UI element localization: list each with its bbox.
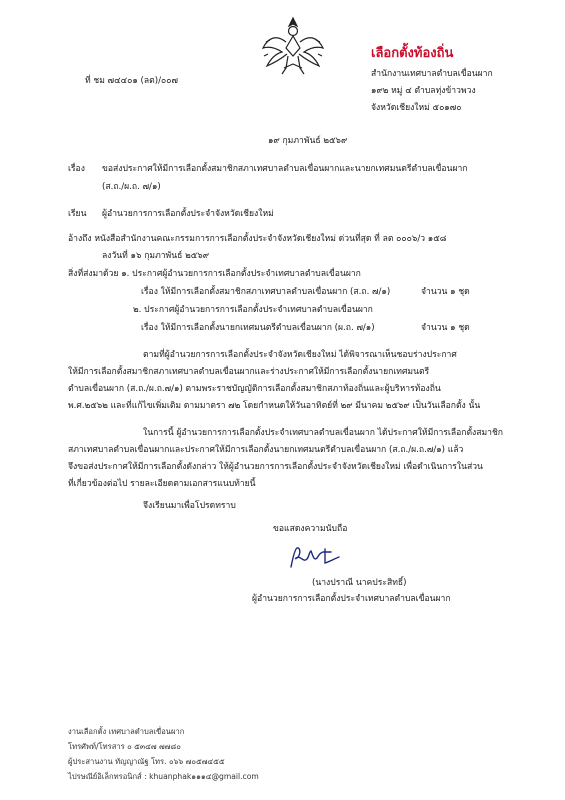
signatory-name: (นางปราณี นาคประสิทธิ์) (312, 578, 407, 588)
courtesy-closing: ขอแสดงความนับถือ (273, 524, 348, 534)
enclosure-item1-line2: เรื่อง ให้มีการเลือกตั้งสมาชิกสภาเทศบาลตำบลเขื่อนผาก (ส.ถ. ๗/๑) (141, 287, 391, 297)
enclosure-item2-line1: ๒. ประกาศผู้อำนวยการการเลือกตั้งประจำเทศบาลตำบลเขื่อนผาก (133, 305, 373, 315)
paragraph2-line: สภาเทศบาลตำบลเขื่อนผากและประกาศให้มีการเลือกตั้งนายกเทศมนตรีตำบลเขื่อนผาก (ส.ถ./ผ.ถ.๗/๑) แล้ว (68, 445, 464, 455)
paragraph2-line: ที่เกี่ยวข้องต่อไป รายละเอียดตามเอกสารแนบท้ายนี้ (68, 479, 256, 489)
footer-email: ไปรษณีย์อิเล็กทรอนิกส์ : khuanphak๑๑๑๔@gmail.com (68, 772, 259, 781)
footer-coordinator: ผู้ประสานงาน ทัญญาณัฐ โทร. ๐๖๖ ๗๐๕๗๔๕๕ (68, 757, 225, 766)
signatory-position: ผู้อำนวยการการเลือกตั้งประจำเทศบาลตำบลเขื่อนผาก (252, 594, 451, 604)
document-number: ที่ ชม ๗๔๔๐๑ (ลต)/๐๐๗ (85, 76, 178, 86)
addressee-label: เรียน (68, 209, 87, 219)
enclosure-item2-line2: เรื่อง ให้มีการเลือกตั้งนายกเทศมนตรีตำบลเขื่อนผาก (ผ.ถ. ๗/๑) (141, 323, 375, 333)
reference-line2: ลงวันที่ ๑๖ กุมภาพันธ์ ๒๕๖๙ (102, 251, 209, 261)
footer-unit: งานเลือกตั้ง เทศบาลตำบลเขื่อนผาก (68, 727, 185, 736)
enclosure-item2-quantity: จำนวน ๑ ชุด (421, 323, 470, 333)
subject-label: เรื่อง (68, 164, 85, 174)
paragraph1-line: พ.ศ.๒๕๖๒ และที่แก้ไขเพิ่มเติม ตามมาตรา ๗๒ โดยกำหนดให้วันอาทิตย์ที่ ๒๙ มีนาคม ๒๕๖๙ เป็นวันเลือกตั้ง นั้น (68, 401, 481, 411)
enclosure-intro: สิ่งที่ส่งมาด้วย ๑. ประกาศผู้อำนวยการการเลือกตั้งประจำเทศบาลตำบลเขื่อนผาก (68, 269, 361, 279)
subject-line1: ขอส่งประกาศให้มีการเลือกตั้งสมาชิกสภาเทศบาลตำบลเขื่อนผากและนายกเทศมนตรีตำบลเขื่อนผาก (102, 164, 468, 174)
enclosure-item1-quantity: จำนวน ๑ ชุด (421, 287, 470, 297)
addressee-text: ผู้อำนวยการการเลือกตั้งประจำจังหวัดเชียงใหม่ (102, 209, 274, 219)
paragraph1-line: ตามที่ผู้อำนวยการการเลือกตั้งประจำจังหวัดเชียงใหม่ ได้พิจารณาเห็นชอบร่างประกาศ (143, 350, 457, 360)
campaign-text: เลือกตั้งท้องถิ่น (371, 46, 454, 61)
paragraph2-line: ในการนี้ ผู้อำนวยการการเลือกตั้งประจำเทศบาลตำบลเขื่อนผาก ได้ประกาศให้มีการเลือกตั้งสมาชิก (143, 428, 503, 438)
closing-request: จึงเรียนมาเพื่อโปรดทราบ (143, 501, 236, 511)
garuda-emblem (258, 12, 328, 82)
handwritten-signature (287, 543, 341, 573)
reference-line1: อ้างถึง หนังสือสำนักงานคณะกรรมการการเลือกตั้งประจำจังหวัดเชียงใหม่ ด่วนที่สุด ที่ ลต ๐๐๐๖/ว ๑๕๘ (68, 234, 447, 244)
document-date: ๑๙ กุมภาพันธ์ ๒๕๖๙ (268, 136, 348, 146)
office-address-line1: สำนักงานเทศบาลตำบลเขื่อนผาก (371, 69, 493, 79)
paragraph1-line: ตำบลเขื่อนผาก (ส.ถ./ผ.ถ.๗/๑) ตามพระราชบัญญัติการเลือกตั้งสมาชิกสภาท้องถิ่นและผู้บริหารท้องถิ่น (68, 384, 441, 394)
footer-phone: โทรศัพท์/โทรสาร ๐ ๕๓๔๗ ๗๗๘๐ (68, 742, 181, 751)
paragraph2-line: จึงขอส่งประกาศให้มีการเลือกตั้งดังกล่าว ให้ผู้อำนวยการการเลือกตั้งประจำจังหวัดเชียงใหม่ เพื่อดำเนินการในส่วน (68, 462, 483, 472)
office-address-line3: จังหวัดเชียงใหม่ ๕๐๑๗๐ (371, 103, 462, 113)
paragraph1-line: ให้มีการเลือกตั้งสมาชิกสภาเทศบาลตำบลเขื่อนผากและร่างประกาศให้มีการเลือกตั้งนายกเทศมนตรี (68, 367, 430, 377)
subject-line2: (ส.ถ./ผ.ถ. ๗/๑) (102, 182, 161, 192)
office-address-line2: ๑๙๒ หมู่ ๔ ตำบลทุ่งข้าวพวง (371, 86, 476, 96)
